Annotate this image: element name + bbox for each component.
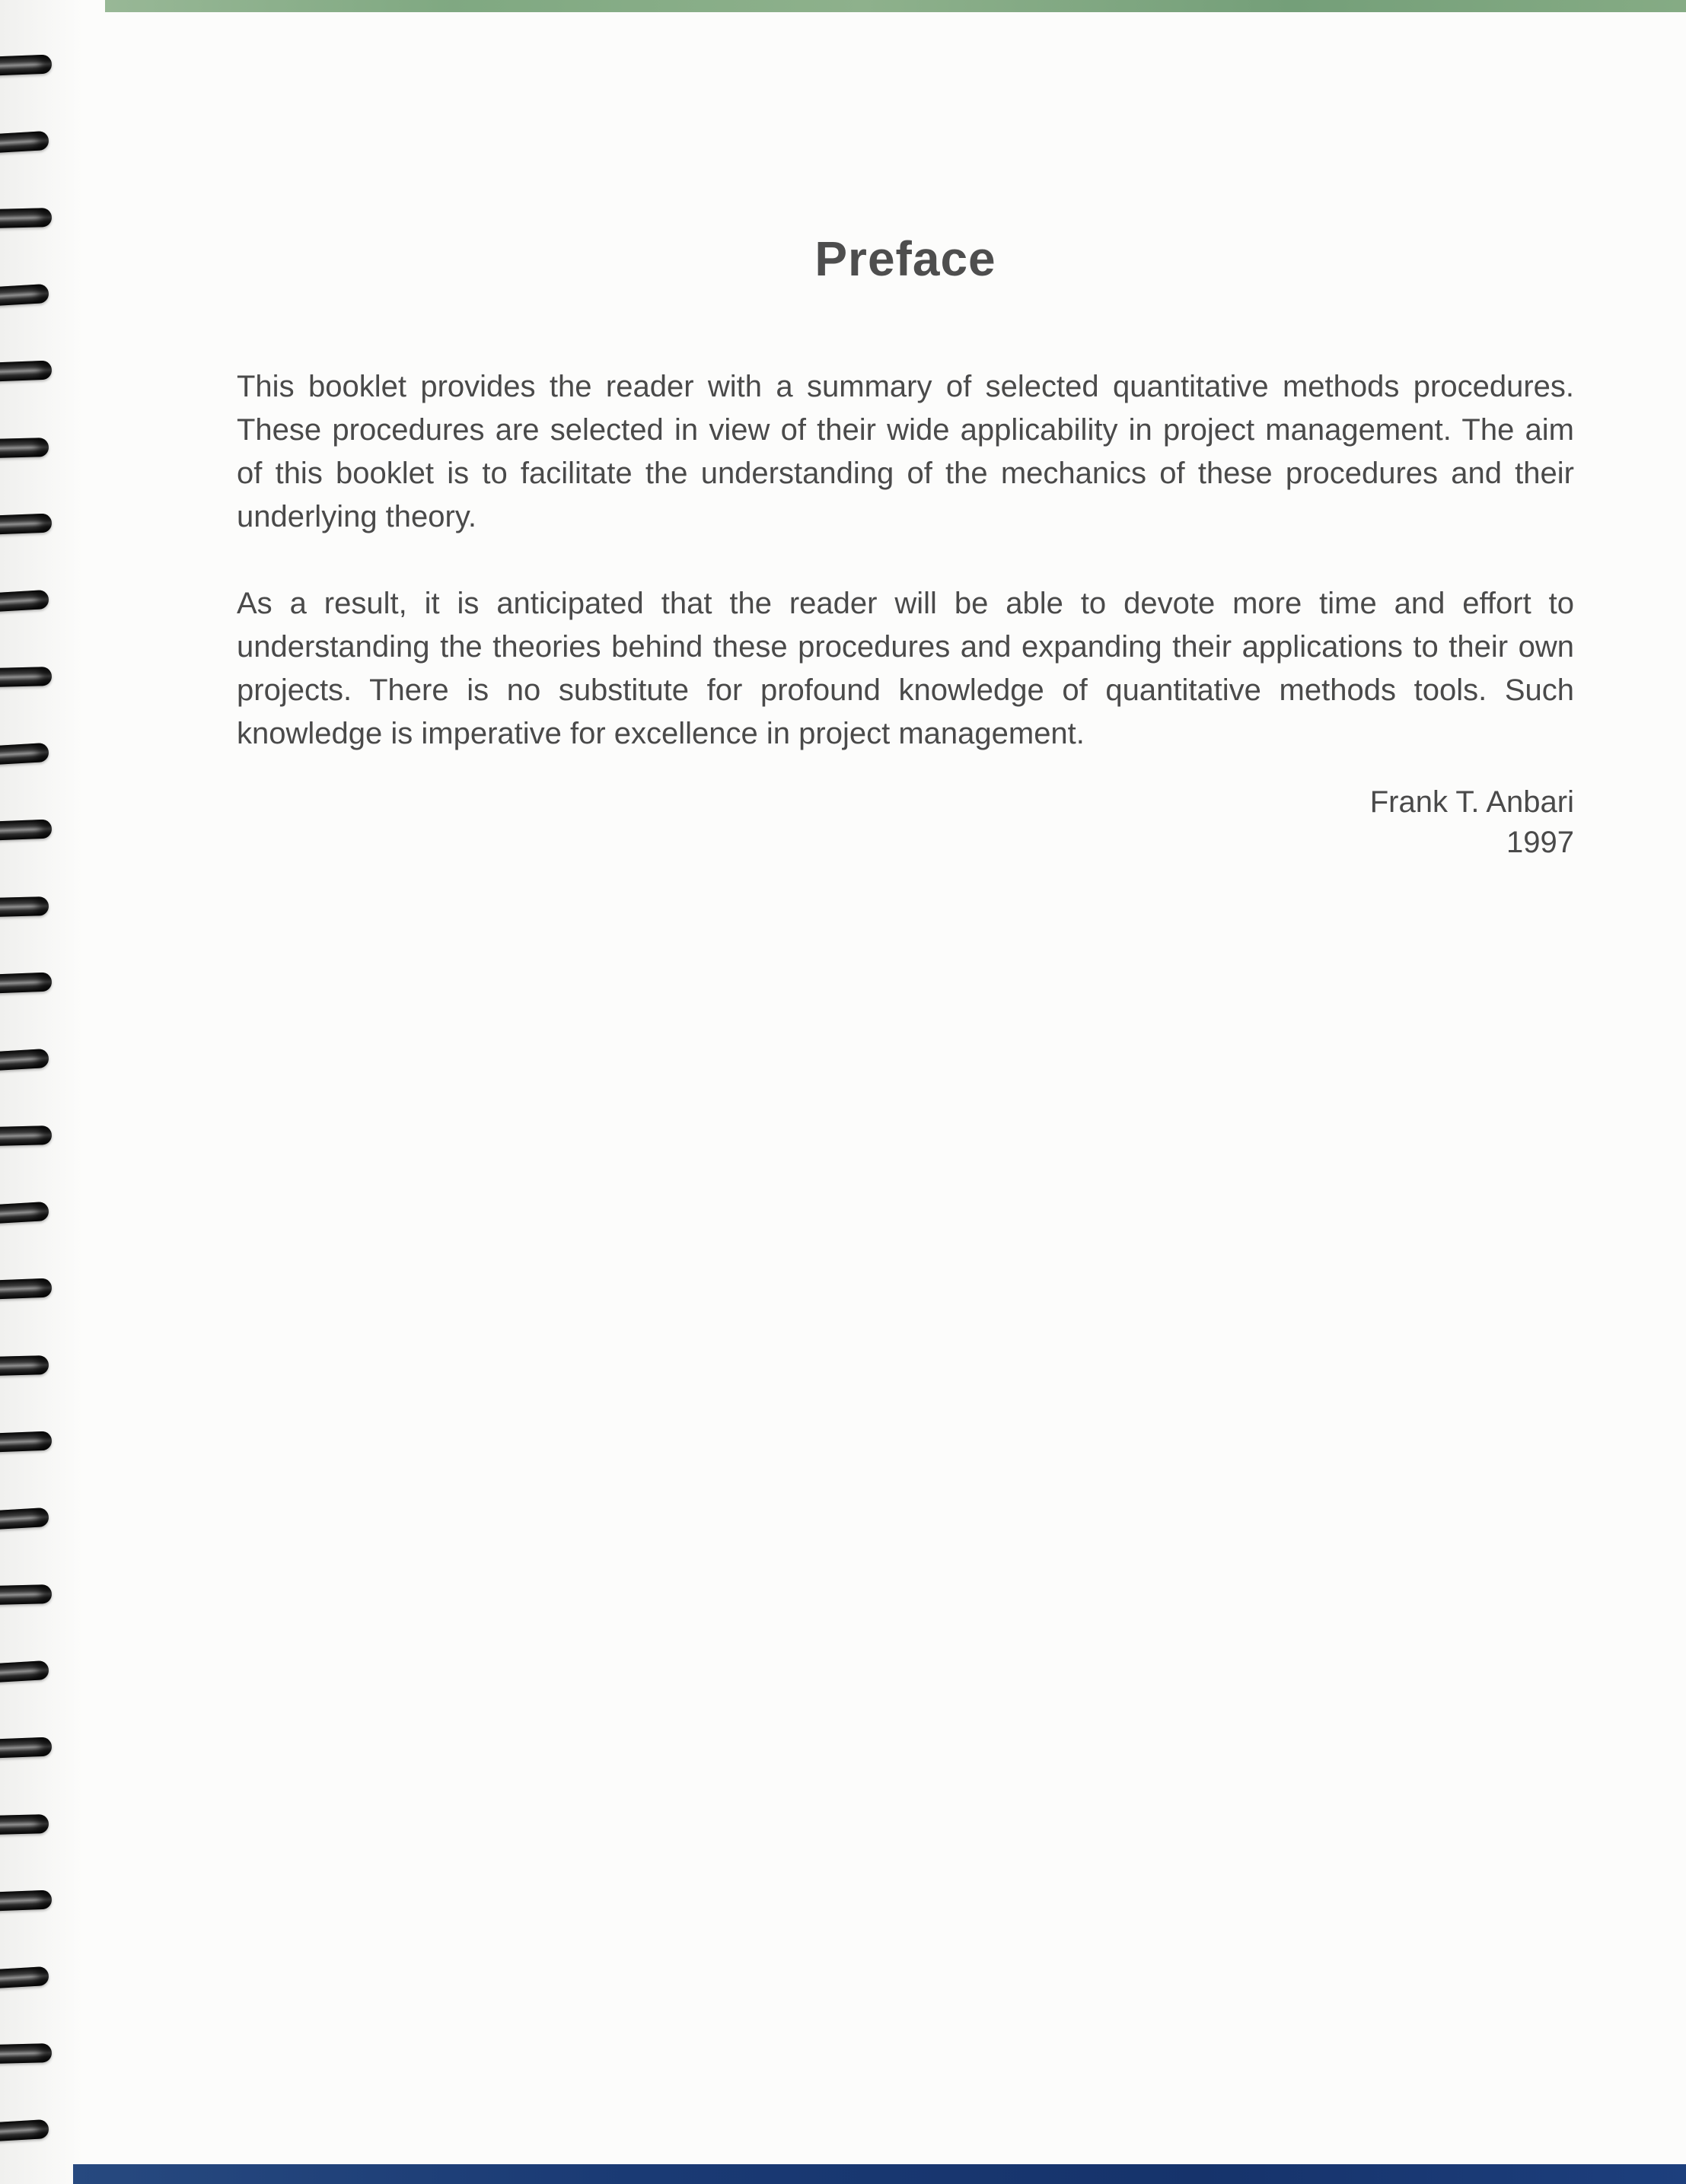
- spiral-coil: [0, 820, 52, 841]
- spiral-coil: [0, 896, 49, 917]
- spiral-coil: [0, 589, 49, 611]
- spiral-coil: [0, 2043, 52, 2064]
- spiral-coil: [0, 667, 52, 687]
- spiral-coil: [0, 1278, 52, 1300]
- spiral-coil: [0, 973, 52, 994]
- spiral-coil: [0, 1507, 49, 1529]
- spiral-coil: [0, 1584, 52, 1605]
- spiral-coil: [0, 1966, 49, 1988]
- spiral-coil: [0, 283, 49, 305]
- spiral-coil: [0, 2119, 49, 2141]
- spiral-coil: [0, 1660, 49, 1682]
- paragraph-2: As a result, it is anticipated that the reader will be able to devote more time and effort to understanding the theories behind these procedures and expanding their applications to their own projects. There is no substitute for profound knowledge of quantitative methods tools. Such knowledge is imperative for excellence in project management.: [237, 587, 1574, 750]
- spiral-coil: [0, 1737, 52, 1759]
- scan-edge-bottom: [73, 2164, 1686, 2184]
- signature-name: Frank T. Anbari: [1369, 785, 1574, 819]
- spiral-coil: [0, 1048, 49, 1070]
- spiral-coil: [0, 1814, 49, 1835]
- signature-block: [237, 782, 1574, 863]
- spiral-coil: [0, 438, 49, 458]
- spiral-coil: [0, 361, 52, 382]
- spiral-coil: [0, 130, 49, 152]
- spiral-coil: [0, 1355, 49, 1376]
- spiral-coil: [0, 208, 52, 228]
- spiral-coil: [0, 55, 52, 76]
- spiral-coil: [0, 1890, 52, 1912]
- page-content: [237, 232, 1574, 863]
- page-title: Preface: [814, 231, 996, 286]
- spiral-coil: [0, 1125, 52, 1146]
- spiral-coil: [0, 1201, 49, 1223]
- spiral-coil: [0, 514, 52, 535]
- spiral-coil: [0, 1431, 52, 1453]
- paragraph-1: This booklet provides the reader with a summary of selected quantitative methods procedures. These procedures are selected in view of their wide applicability in project management. The aim of this booklet is to facilitate the understanding of the mechanics of these procedures and their underlying theory.: [237, 370, 1574, 533]
- scan-edge-top: [105, 0, 1686, 12]
- spiral-binding: [0, 0, 84, 2184]
- signature-year: 1997: [1506, 826, 1574, 859]
- spiral-coil: [0, 742, 49, 764]
